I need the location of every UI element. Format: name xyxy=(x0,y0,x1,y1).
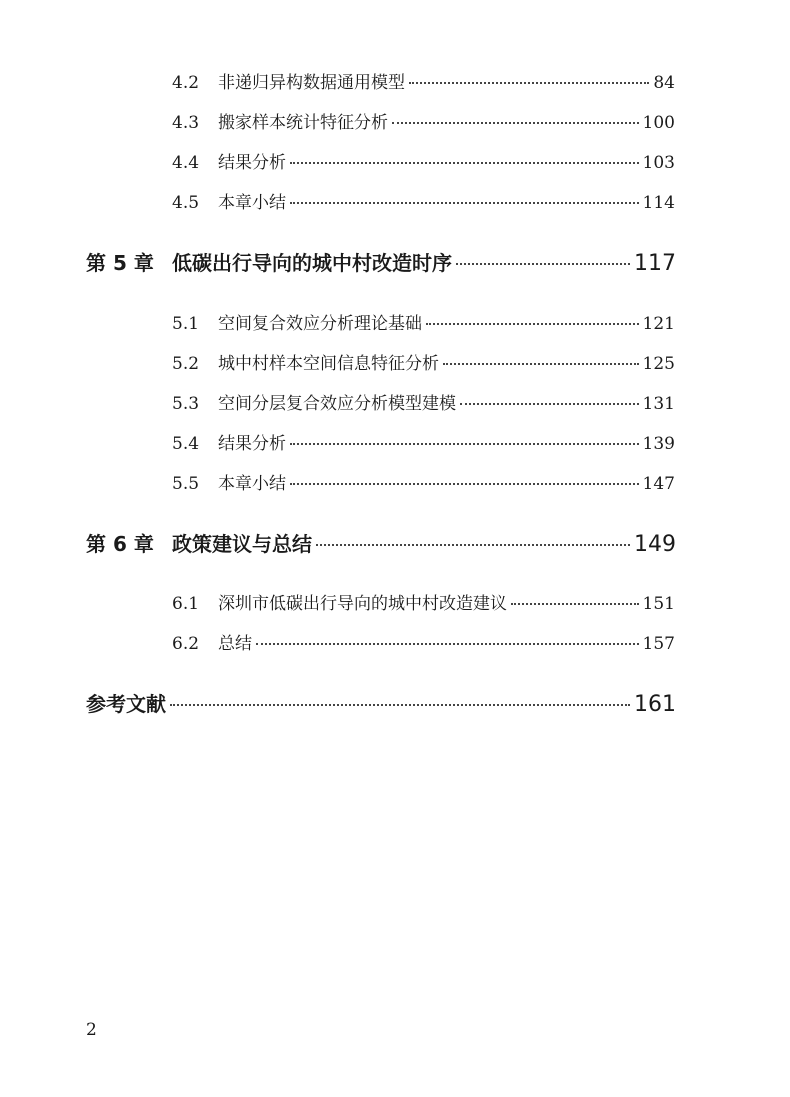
page-number: 125 xyxy=(642,354,675,374)
section-number: 5.2 xyxy=(172,354,200,374)
section-title: 非递归异构数据通用模型 xyxy=(218,73,405,93)
page-number: 147 xyxy=(642,474,675,494)
section-title: 空间复合效应分析理论基础 xyxy=(218,314,422,334)
section-title: 搬家样本统计特征分析 xyxy=(218,113,388,133)
toc-chapter-5[interactable] xyxy=(86,247,676,276)
chapter-title: 政策建议与总结 xyxy=(172,532,312,556)
dot-leader xyxy=(316,544,630,546)
dot-leader xyxy=(460,403,639,405)
dot-leader xyxy=(456,263,630,265)
toc-entry-6-2[interactable] xyxy=(172,629,675,654)
dot-leader xyxy=(290,202,639,204)
section-number: 6.2 xyxy=(172,634,200,654)
toc-entry-4-5[interactable] xyxy=(172,188,675,213)
section-number: 5.5 xyxy=(172,474,200,494)
section-title: 结果分析 xyxy=(218,434,286,454)
toc-references[interactable] xyxy=(86,688,676,717)
toc-entry-4-3[interactable] xyxy=(172,108,675,133)
section-title: 结果分析 xyxy=(218,153,286,173)
toc-entry-5-3[interactable] xyxy=(172,389,675,414)
dot-leader xyxy=(443,363,639,365)
toc-entry-4-2[interactable] xyxy=(172,68,675,93)
page-number: 151 xyxy=(642,594,675,614)
section-number: 6.1 xyxy=(172,594,200,614)
dot-leader xyxy=(290,483,639,485)
section-number: 4.3 xyxy=(172,113,200,133)
section-number: 4.4 xyxy=(172,153,200,173)
chapter-number: 第 6 章 xyxy=(86,532,154,556)
toc-entry-4-4[interactable] xyxy=(172,148,675,173)
toc-chapter-6[interactable] xyxy=(86,528,676,557)
section-title: 空间分层复合效应分析模型建模 xyxy=(218,394,456,414)
page-number: 157 xyxy=(642,634,675,654)
folio-page-number: 2 xyxy=(86,1020,97,1040)
dot-leader xyxy=(170,704,630,706)
chapter-number: 第 5 章 xyxy=(86,251,154,275)
section-title: 城中村样本空间信息特征分析 xyxy=(218,354,439,374)
section-title: 本章小结 xyxy=(218,474,286,494)
toc-entry-6-1[interactable] xyxy=(172,589,675,614)
page-number: 121 xyxy=(642,314,675,334)
section-number: 4.2 xyxy=(172,73,200,93)
page-number: 100 xyxy=(642,113,675,133)
section-title: 深圳市低碳出行导向的城中村改造建议 xyxy=(218,594,507,614)
page-number: 161 xyxy=(634,692,676,717)
section-number: 5.1 xyxy=(172,314,200,334)
toc-entry-5-4[interactable] xyxy=(172,429,675,454)
toc-entry-5-5[interactable] xyxy=(172,469,675,494)
section-title: 总结 xyxy=(218,634,252,654)
toc-entry-5-1[interactable] xyxy=(172,309,675,334)
page-number: 84 xyxy=(653,73,675,93)
chapter-title: 低碳出行导向的城中村改造时序 xyxy=(172,251,452,275)
page-number: 149 xyxy=(634,532,676,557)
dot-leader xyxy=(256,643,639,645)
section-number: 5.3 xyxy=(172,394,200,414)
dot-leader xyxy=(392,122,639,124)
dot-leader xyxy=(511,603,639,605)
page-number: 131 xyxy=(642,394,675,414)
section-number: 5.4 xyxy=(172,434,200,454)
page-number: 103 xyxy=(642,153,675,173)
references-title: 参考文献 xyxy=(86,692,166,716)
section-title: 本章小结 xyxy=(218,193,286,213)
toc-entry-5-2[interactable] xyxy=(172,349,675,374)
section-number: 4.5 xyxy=(172,193,200,213)
dot-leader xyxy=(290,162,639,164)
page-number: 139 xyxy=(642,434,675,454)
dot-leader xyxy=(426,323,639,325)
page-number: 114 xyxy=(642,193,675,213)
dot-leader xyxy=(409,82,649,84)
dot-leader xyxy=(290,443,639,445)
page-number: 117 xyxy=(634,251,676,276)
